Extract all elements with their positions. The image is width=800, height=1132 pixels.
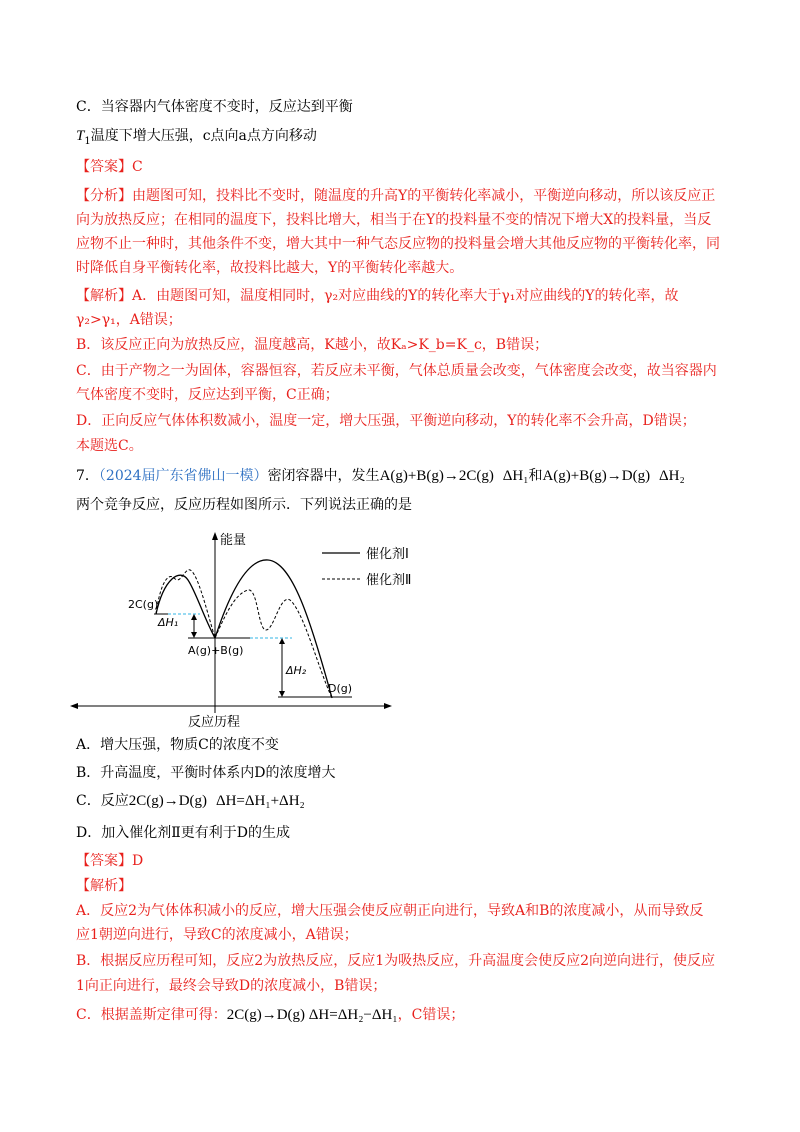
q7-solution-line-2: 应1朝逆向进行，导致C的浓度减小，A错误； [76, 927, 358, 943]
q7-solution-line-4: 1向正向进行，最终会导致D的浓度减小，B错误； [76, 978, 387, 994]
dh2-label: ΔH₂ [286, 664, 307, 677]
q6-analysis-line-3: 应物不止一种时，其他条件不变，增大其中一种气态反应物的投料量会增大其他反应物的平衡转化率，同 [76, 236, 720, 252]
q7-equation-1: A(g)+B(g)→2C(g) [379, 468, 494, 484]
q6-analysis-line-4: 时降低自身平衡转化率，故投料比越大，Y的平衡转化率越大。 [76, 260, 464, 276]
q6-solution-line-6: D．正向反应气体体积数减小，温度一定，增大压强，平衡逆向移动，Y的转化率不会升高，D错误； [76, 413, 696, 429]
x-axis-label: 反应历程 [188, 715, 241, 730]
q7-solution-c-equation: 2C(g)→D(g) ΔH=ΔH₂−ΔH₁ [226, 1007, 398, 1023]
option-d-prev [76, 126, 317, 146]
legend-catalyst-1: 催化剂Ⅰ [366, 547, 409, 562]
q7-stem-line-1 [76, 466, 685, 486]
y-axis-label: 能量 [220, 533, 247, 548]
y-axis-arrow [212, 532, 218, 540]
q7-solution-c-suffix: ，C错误； [397, 1007, 465, 1023]
label-2c: 2C(g) [128, 598, 159, 611]
q7-and: 和 [528, 468, 543, 484]
curve-catalyst-2 [156, 570, 332, 698]
x-axis-left-arrow [70, 703, 78, 709]
q7-option-a: A．增大压强，物质C的浓度不变 [76, 737, 279, 753]
q7-option-c-equation: 2C(g)→D(g) [128, 793, 208, 809]
q7-option-d: D．加入催化剂Ⅱ更有利于D的生成 [76, 825, 290, 841]
q7-source: （2024届广东省佛山一模） [98, 468, 268, 484]
q7-equation-2: A(g)+B(g)→D(g) [542, 468, 651, 484]
t1-symbol: T [76, 128, 85, 144]
dh1-label: ΔH₁ [158, 616, 179, 629]
dh1-arrow-head-top [191, 614, 197, 620]
q7-number: 7． [76, 468, 99, 484]
t1-subscript: 1 [84, 135, 91, 147]
q7-solution-line-3: B．根据反应历程可知，反应2为放热反应，反应1为吸热反应，升高温度会使反应2向逆向进行，使反应 [76, 953, 716, 969]
q6-solution-line-2: γ₂>γ₁，A错误； [76, 312, 182, 328]
legend-catalyst-2: 催化剂Ⅱ [366, 573, 412, 588]
q6-answer: 【答案】C [76, 159, 143, 175]
q7-stem-a: 密闭容器中，发生 [267, 468, 380, 484]
q7-solution-line-1: A．反应2为气体体积减小的反应，增大压强会使反应朝正向进行，导致A和B的浓度减小，从而导致反 [76, 903, 704, 919]
q6-analysis-line-1: 【分析】由题图可知，投料比不变时，随温度的升高Y的平衡转化率减小，平衡逆向移动，所以该反应正 [76, 188, 716, 204]
q7-solution-head: 【解析】 [76, 878, 132, 894]
energy-profile-figure [70, 528, 412, 730]
q7-option-b: B．升高温度，平衡时体系内D的浓度增大 [76, 765, 336, 781]
q7-dh1: ΔH₁ [502, 468, 529, 484]
option-c-prev: C．当容器内气体密度不变时，反应达到平衡 [76, 99, 353, 115]
dh2-arrow-head-top [279, 638, 285, 644]
q7-answer: 【答案】D [76, 853, 144, 869]
option-d-prev-text: 温度下增大压强，c点向a点方向移动 [90, 128, 317, 144]
q7-solution-c-prefix: C．根据盖斯定律可得： [76, 1007, 227, 1023]
q6-solution-line-4: C．由于产物之一为固体，容器恒容，若反应未平衡，气体总质量会改变，气体密度会改变，故当容器内 [76, 363, 717, 379]
q6-solution-line-3: B．该反应正向为放热反应，温度越高，K越小，故Kₐ>K_b=K_c，B错误； [76, 337, 549, 353]
q7-dh2: ΔH₂ [658, 468, 685, 484]
dh1-arrow-head-bottom [191, 632, 197, 638]
curve-catalyst-1 [156, 560, 332, 698]
q7-option-c [76, 791, 305, 811]
q7-solution-line-5 [76, 1005, 464, 1025]
label-ab: A(g)+B(g) [188, 644, 244, 657]
q6-analysis-line-2: 向为放热反应；在相同的温度下，投料比增大，相当于在Y的投料量不变的情况下增大X的投料量，当反 [76, 212, 712, 228]
q6-solution-line-7: 本题选C。 [76, 438, 143, 454]
q6-solution-line-5: 气体密度不变时，反应达到平衡，C正确； [76, 387, 339, 403]
q7-stem-line-2: 两个竞争反应，反应历程如图所示．下列说法正确的是 [76, 497, 412, 513]
x-axis-right-arrow [384, 703, 392, 709]
q7-option-c-prefix: C．反应 [76, 793, 129, 809]
q6-solution-line-1: 【解析】A．由题图可知，温度相同时，γ₂对应曲线的Y的转化率大于γ₁对应曲线的Y的转化率，故 [76, 288, 679, 304]
label-d: D(g) [328, 682, 353, 695]
dh2-arrow-head-bottom [279, 691, 285, 697]
q7-option-c-dh: ΔH=ΔH₁+ΔH₂ [215, 793, 305, 809]
